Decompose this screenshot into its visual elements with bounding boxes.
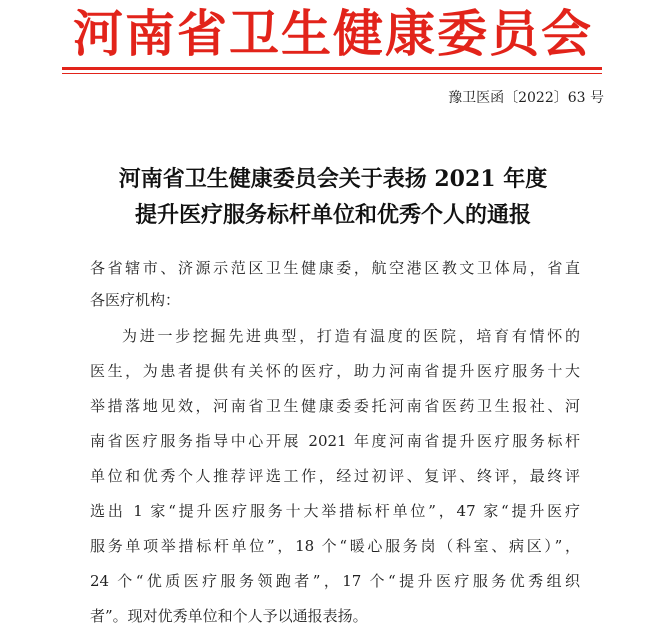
addressee-line-2: 各医疗机构： — [90, 291, 181, 309]
body-line: 举措落地见效，河南省卫生健康委委托河南省医药卫生报社、河 — [90, 397, 580, 415]
body-line: 选出 1 家“提升医疗服务十大举措标杆单位”，47 家“提升医疗 — [90, 502, 580, 520]
document-title-line-2: 提升医疗服务标杆单位和优秀个人的通报 — [134, 202, 531, 228]
body-line: 南省医疗服务指导中心开展 2021 年度河南省提升医疗服务标杆 — [90, 432, 580, 450]
document-title-line-1: 河南省卫生健康委员会关于表扬 2021 年度 — [118, 166, 548, 192]
letterhead-rule-thin — [62, 73, 602, 74]
letterhead-rule-thick — [62, 67, 602, 70]
body-line: 为进一步挖掘先进典型，打造有温度的医院，培育有情怀的 — [122, 327, 580, 345]
addressee-line-1: 各省辖市、济源示范区卫生健康委，航空港区教文卫体局，省直 — [90, 259, 580, 277]
body-line: 单位和优秀个人推荐评选工作，经过初评、复评、终评，最终评 — [90, 467, 580, 485]
body-line: 服务单项举措标杆单位”，18 个“暖心服务岗（科室、病区）”， — [90, 537, 580, 555]
document-number: 豫卫医函〔2022〕63 号 — [448, 90, 604, 106]
body-line: 24 个“优质医疗服务领跑者”，17 个“提升医疗服务优秀组织 — [90, 572, 580, 590]
body-line: 医生，为患者提供有关怀的医疗，助力河南省提升医疗服务十大 — [90, 362, 580, 380]
body-line: 者”。现对优秀单位和个人予以通报表扬。 — [90, 607, 368, 625]
letterhead-title: 河南省卫生健康委员会 — [73, 5, 593, 63]
